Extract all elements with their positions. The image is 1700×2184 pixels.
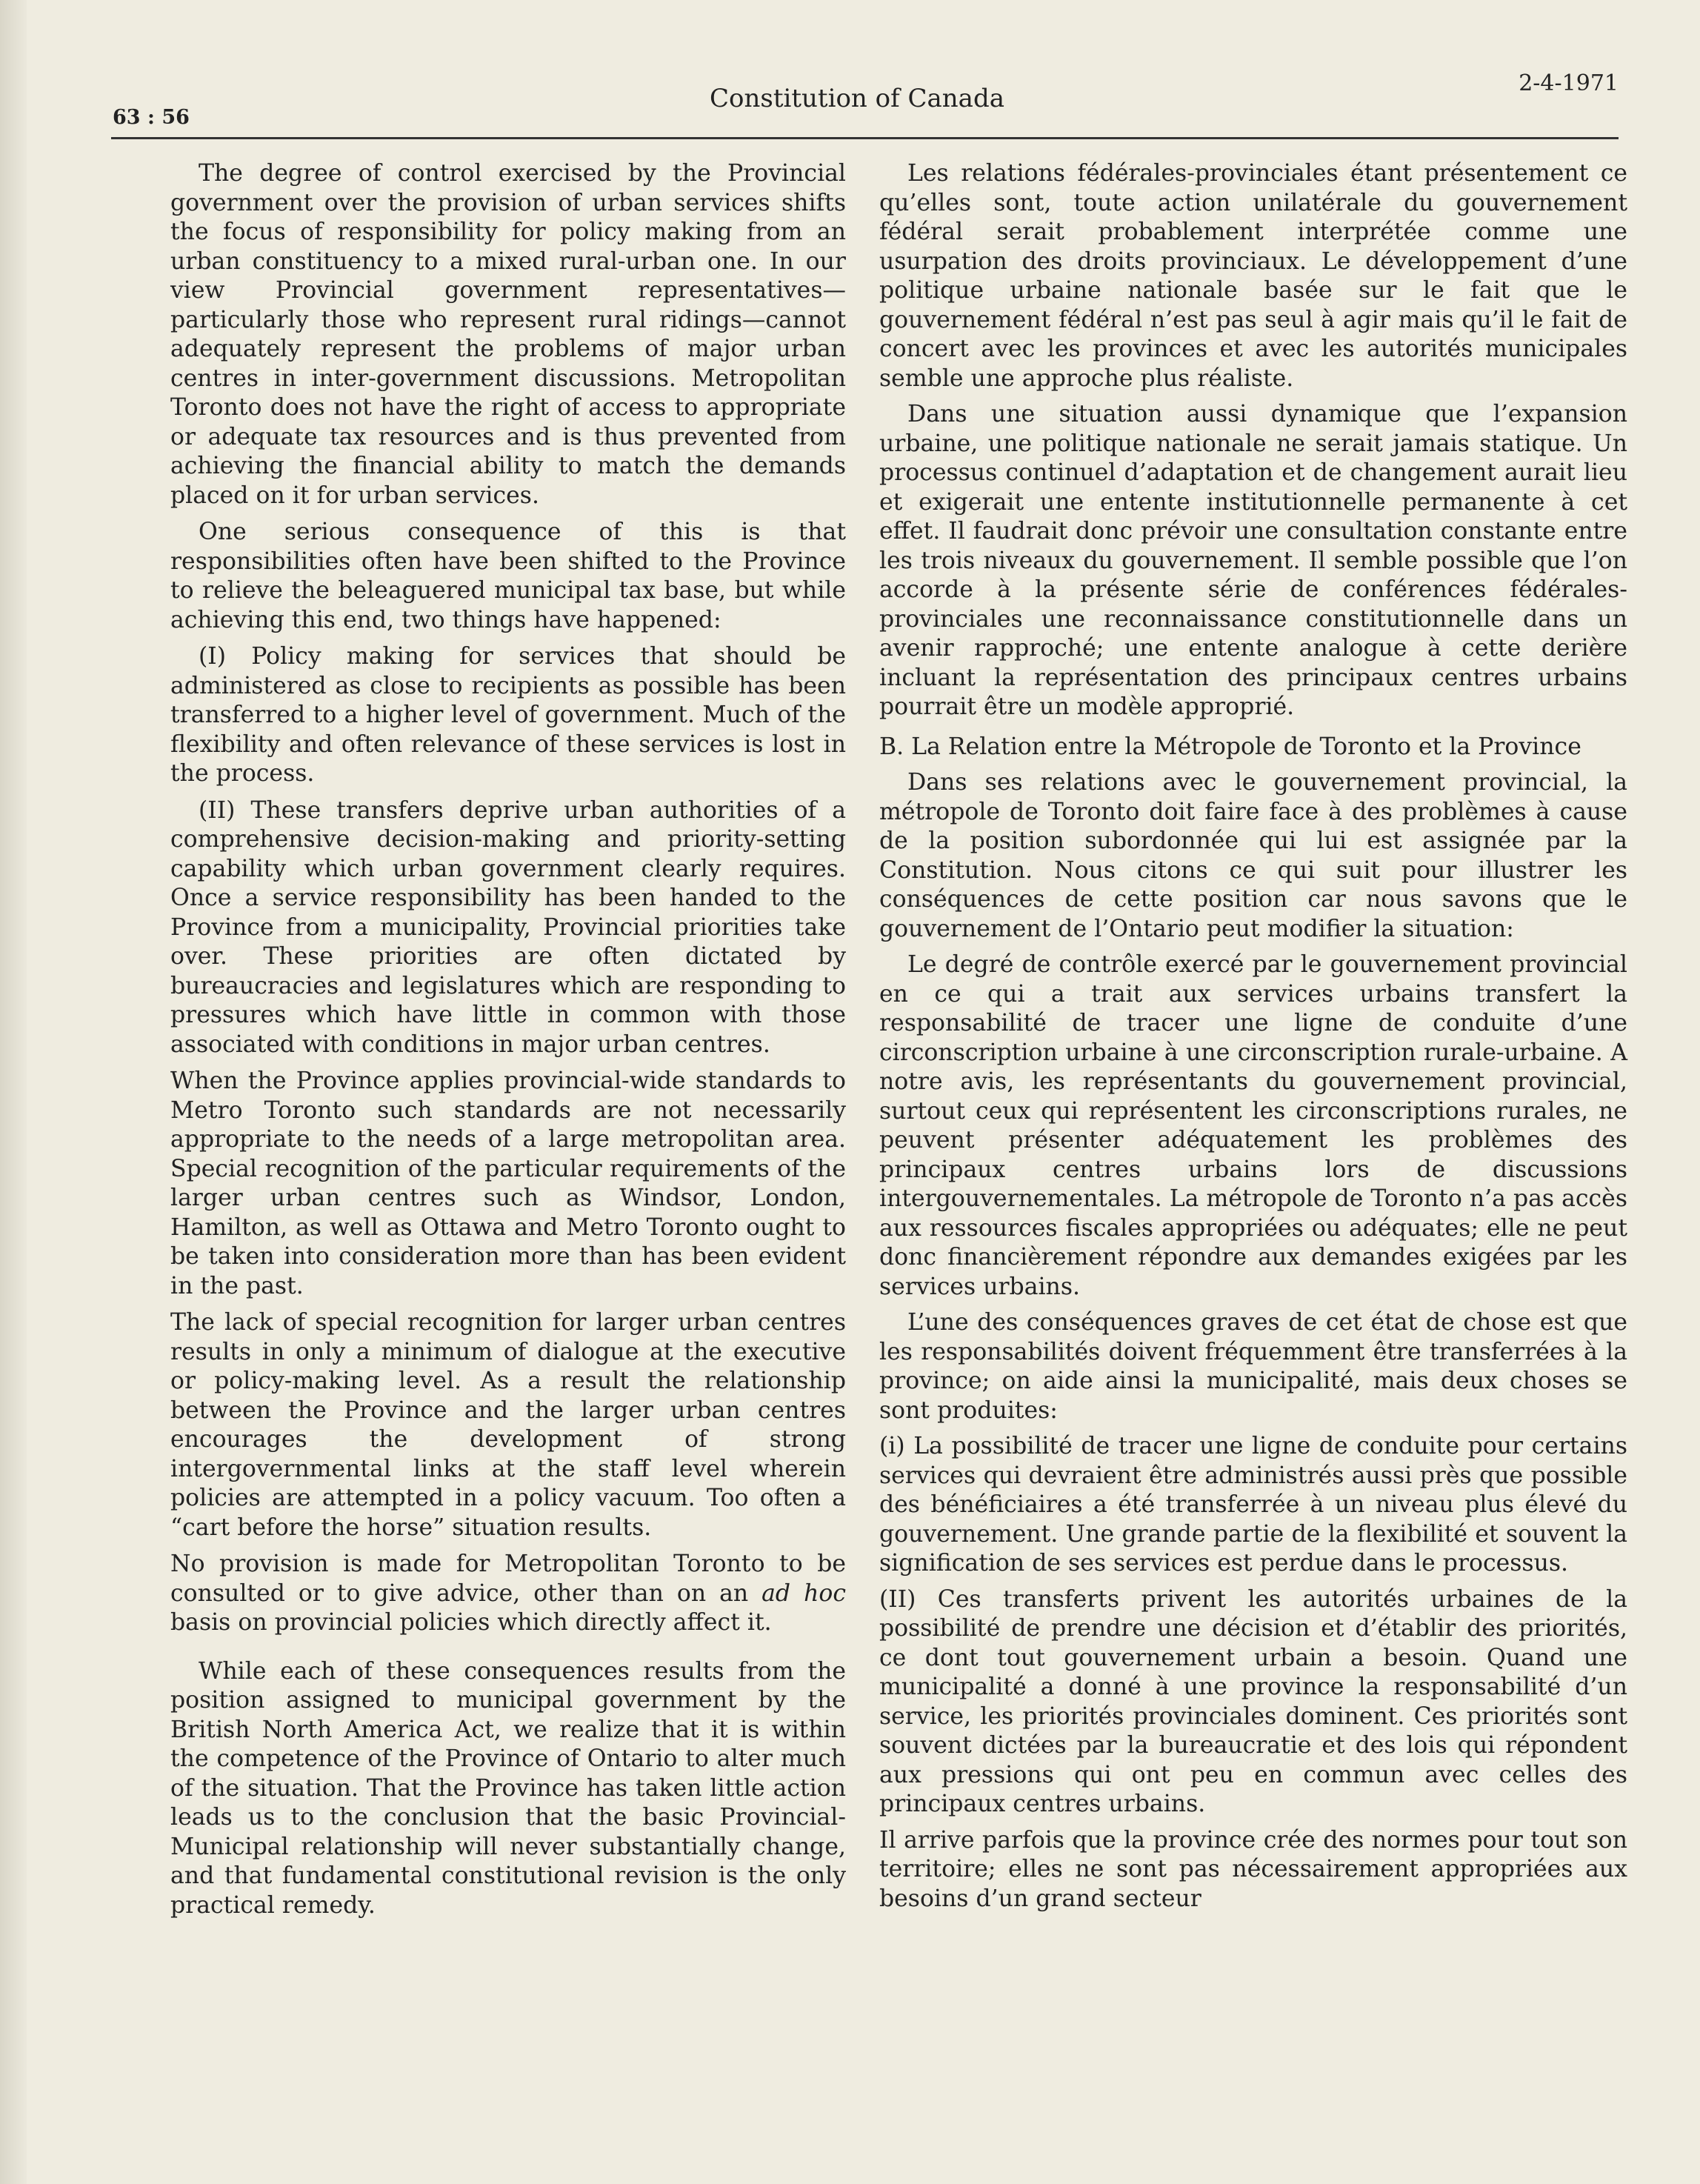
paragraph: When the Province applies provincial-wide standards to Metro Toronto such standards are not necessarily appropriate to the needs of a large metropolitan area. Special recognition of the particular requirements of the larger urban centres such as Windsor, London, Hamilton, as well as Ottawa and Metro Toronto ought to be taken into consideration more than has been evident in the past. xyxy=(170,1068,846,1299)
paragraph: Dans ses relations avec le gouvernement provincial, la métropole de Toronto doit faire face à des problèmes à cause de la position subordonnée qui lui est assignée par la Constitution. Nous citons ce qui suit pour illustrer les conséquences de cette position car nous savons que le gouvernement de l’Ontario peut modifier la situation: xyxy=(879,769,1627,942)
french-column xyxy=(879,159,1627,1920)
running-title: Constitution of Canada xyxy=(710,84,1004,113)
paragraph: Les relations fédérales-provinciales étant présentement ce qu’elles sont, toute action unilatérale du gouvernement fédéral serait probablement interprétée comme une usurpation des droits provinciaux. Le développement d’une politique urbaine nationale basée sur le fait que le gouvernement fédéral n’est pas seul à agir mais qu’il le fait de concert avec les provinces et avec les autorités municipales semble une approche plus réaliste. xyxy=(879,160,1627,392)
paragraph: While each of these consequences results from the position assigned to municipal government by the British North America Act, we realize that it is within the competence of the Province of Ontario to alter much of the situation. That the Province has taken little action leads us to the conclusion that the basic Provincial-Municipal relationship will never substantially change, and that fundamental constitutional revision is the only practical remedy. xyxy=(170,1657,846,1919)
list-item: (i) La possibilité de tracer une ligne de conduite pour certains services qui devraient être administrés aussi près que possible des bénéficiaires a été transferrée à un niveau plus élevé du gouvernement. Une grande partie de la flexibilité et souvent la signification de ses services est perdue dans le processus. xyxy=(879,1433,1627,1577)
page-number: 63 : 56 xyxy=(113,106,190,129)
quoted-paragraph: Le degré de contrôle exercé par le gouvernement provincial en ce qui a trait aux services urbains transfert la responsabilité de tracer une ligne de conduite d’une circonscription urbaine à une circonscription rurale-urbaine. A notre avis, les représentants du gouvernement provincial, surtout ceux qui représentent les circonscriptions rurales, ne peuvent présenter adéquatement les problèmes des principaux centres urbains lors de discussions intergouvernementales. La métropole de Toronto n’a pas accès aux ressources fiscales appropriées ou adéquates; elle ne peut donc financièrement répondre aux demandes exigées par les services urbains. xyxy=(879,951,1627,1300)
paragraph: The lack of special recognition for larger urban centres results in only a minimum of dialogue at the executive or policy-making level. As a result the relationship between the Province and the larger urban centres encourages the development of strong intergovernmental links at the staff level wherein policies are attempted in a policy vacuum. Too often a “cart before the horse” situation results. xyxy=(170,1309,846,1541)
header-date: 2-4-1971 xyxy=(1519,70,1619,96)
list-item: (I) Policy making for services that should be administered as close to recipients as possible has been transferred to a higher level of government. Much of the flexibility and often relevance of these services is lost in the process. xyxy=(170,643,846,787)
paragraph: No provision is made for Metropolitan Toronto to be consulted or to give advice, other than on an ad hoc basis on provincial policies which directly affect it. xyxy=(170,1551,846,1636)
page-binding-shadow xyxy=(0,0,27,2184)
quoted-paragraph: L’une des conséquences graves de cet état de chose est que les responsabilités doivent fréquemment être transferrées à la province; on aide ainsi la municipalité, mais deux choses se sont produites: xyxy=(879,1309,1627,1424)
list-item: (II) These transfers deprive urban authorities of a comprehensive decision-making and priority-setting capability which urban government clearly requires. Once a service responsibility has been handed to the Province from a municipality, Provincial priorities take over. These priorities are often dictated by bureaucracies and legislatures which are responding to pressures which have little in common with those associated with conditions in major urban centres. xyxy=(170,796,846,1058)
page-header xyxy=(111,70,1619,139)
paragraph: Dans une situation aussi dynamique que l’expansion urbaine, une politique nationale ne serait jamais statique. Un processus continuel d’adaptation et de changement aurait lieu et exigerait une entente institutionnelle permanente à cet effet. Il faudrait donc prévoir une consultation constante entre les trois niveaux du gouvernement. Il semble possible que l’on accorde à la présente série de conférences fédérales-provinciales une reconnaissance constitutionnelle dans un avenir rapproché; une entente analogue à cette derière incluant la représentation des principaux centres urbains pourrait être un modèle approprié. xyxy=(879,401,1627,720)
paragraph: One serious consequence of this is that responsibilities often have been shifted to the Province to relieve the beleaguered municipal tax base, but while achieving this end, two things have happened: xyxy=(170,519,846,633)
paragraph: Il arrive parfois que la province crée des normes pour tout son territoire; elles ne sont pas nécessairement appropriées aux besoins d’un grand secteur xyxy=(879,1826,1627,1912)
list-item: (II) Ces transferts privent les autorités urbaines de la possibilité de prendre une décision et d’établir des priorités, ce dont tout gouvernement urbain a besoin. Quand une municipalité a donné à une province la responsabilité d’un service, les priorités provinciales dominent. Ces priorités sont souvent dictées par la bureaucratie et des lois qui répondent aux pressions qui ont peu en commun avec celles des principaux centres urbains. xyxy=(879,1585,1627,1817)
english-column xyxy=(170,159,846,1928)
section-heading: B. La Relation entre la Métropole de Toronto et la Province xyxy=(879,733,1581,760)
paragraph: The degree of control exercised by the Provincial government over the provision of urban services shifts the focus of responsibility for policy making from an urban constituency to a mixed rural-urban one. In our view Provincial government representatives—particularly those who represent rural ridings—cannot adequately represent the problems of major urban centres in inter-government discussions. Metropolitan Toronto does not have the right of access to appropriate or adequate tax resources and is thus prevented from achieving the financial ability to match the demands placed on it for urban services. xyxy=(170,160,846,509)
